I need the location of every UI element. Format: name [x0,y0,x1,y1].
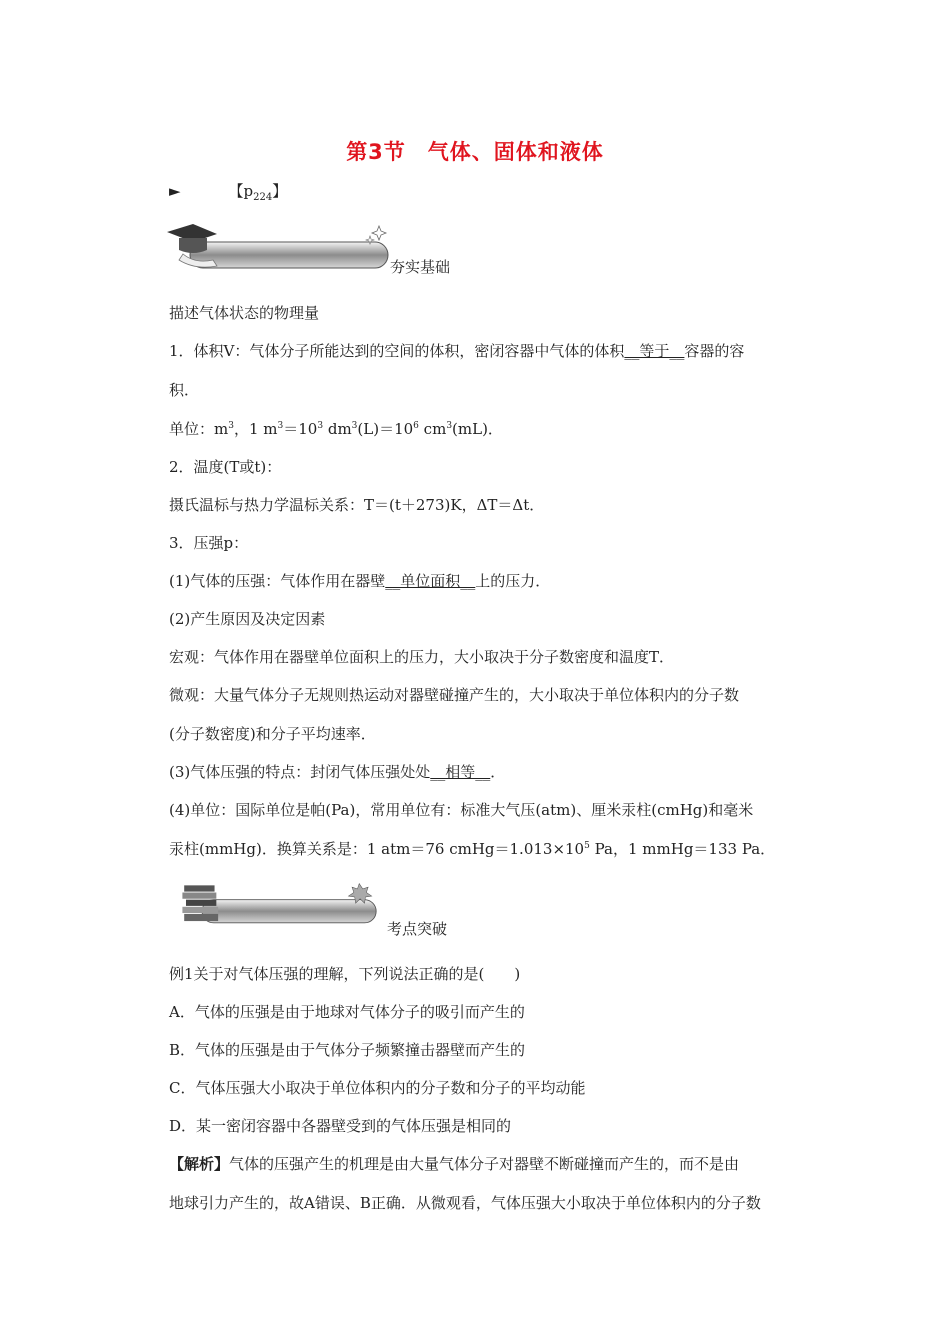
fill-blank: __等于__ [624,342,685,360]
paragraph: 3．压强p： [169,534,249,552]
paragraph: 描述气体状态的物理量 [169,304,320,322]
paragraph: (2)产生原因及决定因素 [169,610,326,628]
paragraph: 微观：大量气体分子无规则热运动对器壁碰撞产生的，大小取决于单位体积内的分子数 [169,686,740,704]
fill-blank: __单位面积__ [385,572,476,590]
paragraph: (4)单位：国际单位是帕(Pa)，常用单位有：标准大气压(atm)、厘米汞柱(cmHg)和毫米 [169,801,754,819]
question-stem: 例1关于对气体压强的理解，下列说法正确的是( ) [169,965,521,983]
paragraph: 摄氏温标与热力学温标关系：T＝(t＋273)K，ΔT＝Δt． [169,496,545,514]
paragraph: (3)气体压强的特点：封闭气体压强处处__相等__． [169,763,506,781]
paragraph: 宏观：气体作用在器壁单位面积上的压力，大小取决于分子数密度和温度T． [169,648,675,666]
graduation-cap-banner-icon [165,222,390,272]
option-c: C．气体压强大小取决于单位体积内的分子数和分子的平均动能 [169,1079,586,1097]
paragraph: (分子数密度)和分子平均速率． [169,725,376,743]
section-title: 第3节 气体、固体和液体 [346,140,604,164]
section-banner-label: 考点突破 [387,920,448,938]
fill-blank: __相等__ [430,763,491,781]
option-a: A．气体的压强是由于地球对气体分子的吸引而产生的 [169,1003,525,1021]
section-banner-label: 夯实基础 [390,258,451,276]
paragraph: 1．体积V：气体分子所能达到的空间的体积，密闭容器中气体的体积__等于__容器的容 [169,342,745,360]
paragraph: 2．温度(T或t)： [169,458,282,476]
analysis: 地球引力产生的，故A错误、B正确．从微观看，气体压强大小取决于单位体积内的分子数 [169,1194,761,1212]
paragraph: 单位：$m^3$，1 $m^3=10^3$ $dm^3(L)=10^6$ $cm^3(mL)$． [169,420,503,438]
paragraph: (1)气体的压强：气体作用在器壁__单位面积__上的压力． [169,572,551,590]
page-reference: ► 【$p_{224}$】 [169,182,288,203]
paragraph: 汞柱(mmHg)．换算关系是：1 atm＝76 $cmHg=1.013\times 10^5$ Pa，1 mmHg＝133 Pa． [169,840,776,858]
arrow-icon: ► [169,182,181,200]
paragraph: 积． [169,381,200,399]
option-b: B．气体的压强是由于气体分子频繁撞击器壁而产生的 [169,1041,526,1059]
books-banner-icon [165,880,390,930]
analysis: 【解析】气体的压强产生的机理是由大量气体分子对器壁不断碰撞而产生的，而不是由 [169,1155,740,1173]
option-d: D．某一密闭容器中各器壁受到的气体压强是相同的 [169,1117,512,1135]
